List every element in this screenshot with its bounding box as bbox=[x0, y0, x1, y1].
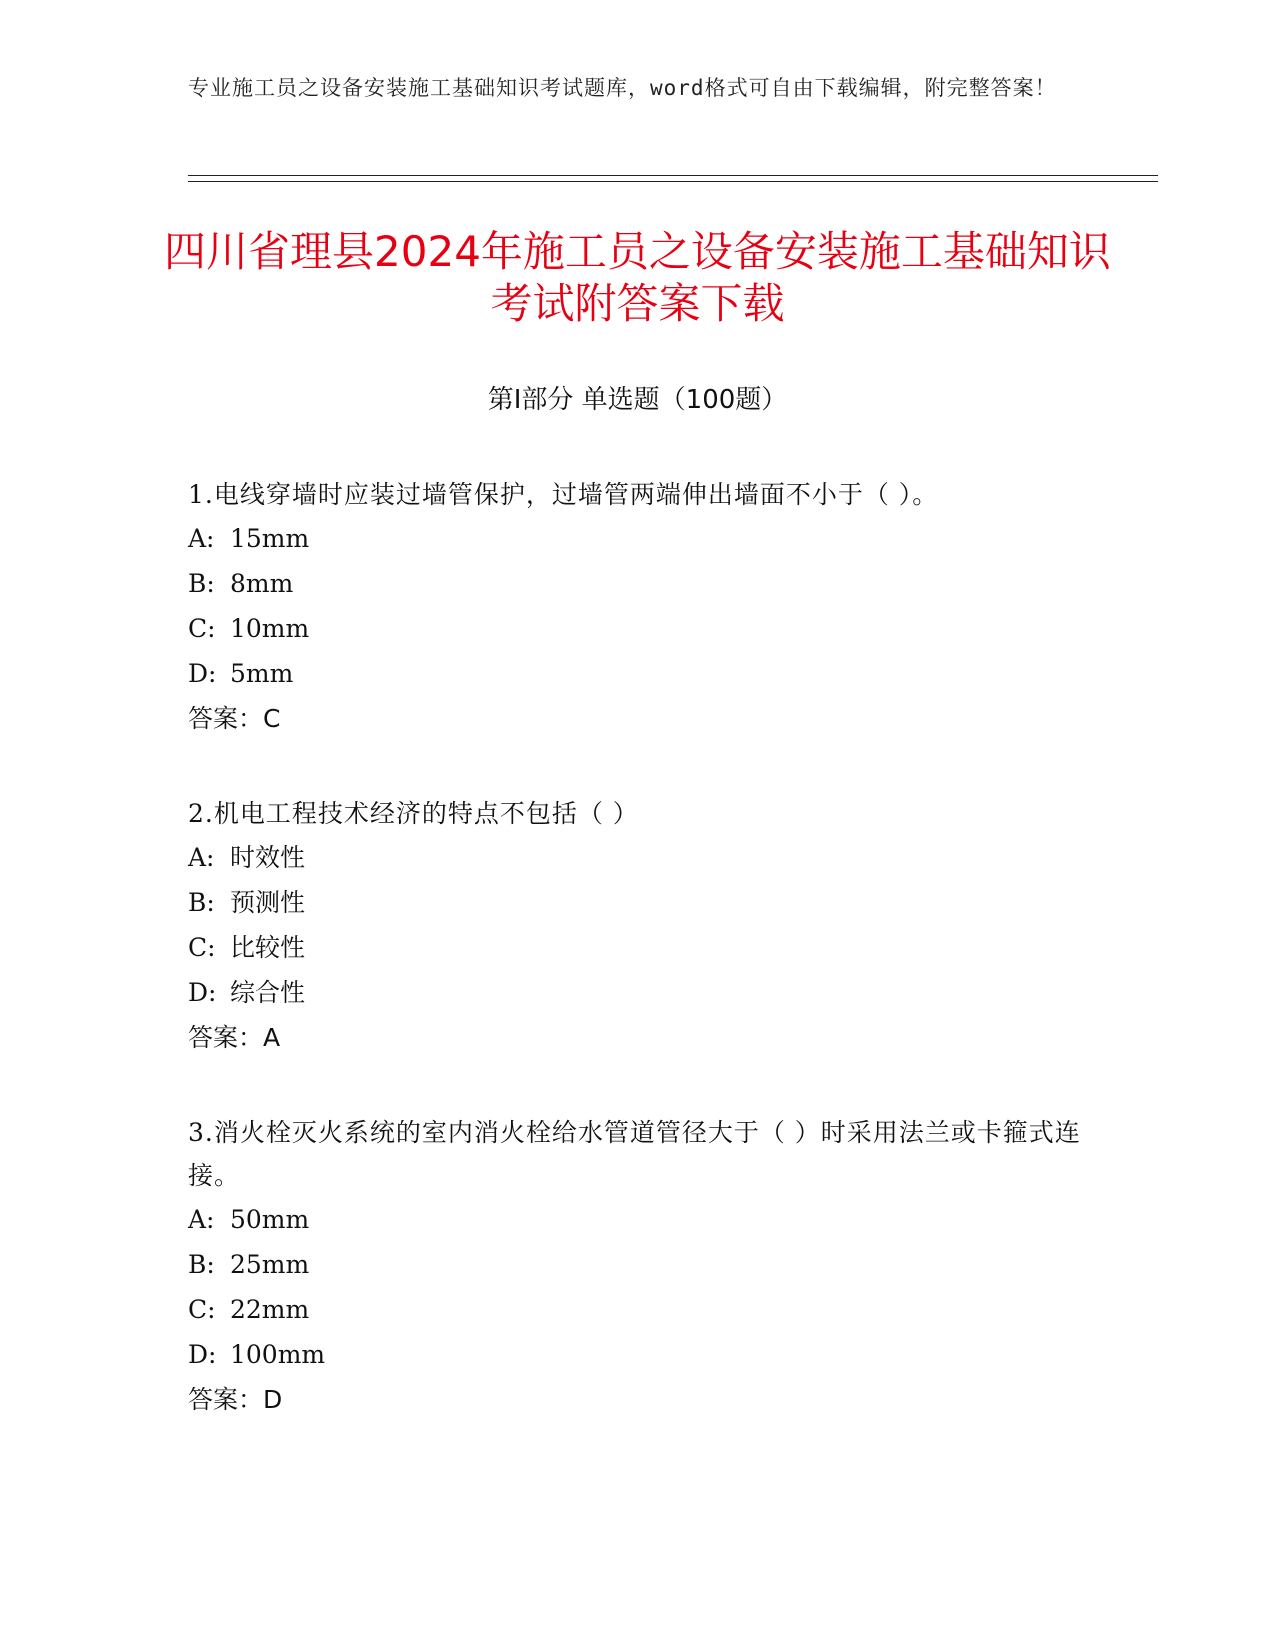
question-3 bbox=[188, 1111, 1088, 1422]
option-d bbox=[188, 1332, 1088, 1377]
document-title: 四川省理县2024年施工员之设备安装施工基础知识考试附答案下载 bbox=[164, 227, 1111, 328]
option-text: 综合性 bbox=[230, 978, 306, 1007]
option-b bbox=[188, 561, 1088, 606]
option-label: D: bbox=[188, 659, 217, 688]
option-label: D: bbox=[188, 978, 217, 1007]
question-1 bbox=[188, 473, 1088, 741]
option-text: 10mm bbox=[230, 614, 310, 643]
option-a bbox=[188, 835, 1088, 880]
option-label: B: bbox=[188, 888, 215, 917]
option-b bbox=[188, 1242, 1088, 1287]
option-label: B: bbox=[188, 1250, 215, 1279]
option-text: 22mm bbox=[230, 1295, 310, 1324]
option-label: D: bbox=[188, 1340, 217, 1369]
answer: 答案：A bbox=[188, 1023, 281, 1052]
option-d bbox=[188, 651, 1088, 696]
header-divider-top bbox=[188, 175, 1158, 176]
option-c bbox=[188, 1287, 1088, 1332]
option-label: A: bbox=[188, 1205, 215, 1234]
option-text: 100mm bbox=[230, 1340, 326, 1369]
option-text: 50mm bbox=[230, 1205, 310, 1234]
option-text: 预测性 bbox=[230, 888, 306, 917]
option-text: 25mm bbox=[230, 1250, 310, 1279]
option-text: 5mm bbox=[230, 659, 294, 688]
option-text: 时效性 bbox=[230, 843, 306, 872]
option-label: B: bbox=[188, 569, 215, 598]
option-label: A: bbox=[188, 843, 215, 872]
header-divider-bottom bbox=[188, 181, 1158, 182]
answer: 答案：C bbox=[188, 704, 281, 733]
option-text: 8mm bbox=[230, 569, 294, 598]
option-label: C: bbox=[188, 614, 216, 643]
option-a bbox=[188, 516, 1088, 561]
option-c bbox=[188, 606, 1088, 651]
question-stem: 1.电线穿墙时应装过墙管保护，过墙管两端伸出墙面不小于（ ）。 bbox=[188, 480, 939, 509]
question-stem: 3.消火栓灭火系统的室内消火栓给水管道管径大于（ ）时采用法兰或卡箍式连接。 bbox=[188, 1118, 1081, 1190]
option-label: C: bbox=[188, 1295, 216, 1324]
option-a bbox=[188, 1197, 1088, 1242]
question-stem: 2.机电工程技术经济的特点不包括（ ） bbox=[188, 799, 639, 828]
option-d bbox=[188, 970, 1088, 1015]
question-2 bbox=[188, 792, 1088, 1060]
option-text: 比较性 bbox=[230, 933, 306, 962]
option-b bbox=[188, 880, 1088, 925]
option-text: 15mm bbox=[230, 524, 310, 553]
section-title: 第Ⅰ部分 单选题（100题） bbox=[487, 385, 788, 415]
option-c bbox=[188, 925, 1088, 970]
option-label: C: bbox=[188, 933, 216, 962]
option-label: A: bbox=[188, 524, 215, 553]
answer: 答案：D bbox=[188, 1385, 283, 1414]
header-note: 专业施工员之设备安装施工基础知识考试题库，word格式可自由下载编辑，附完整答案！ bbox=[188, 76, 1057, 100]
